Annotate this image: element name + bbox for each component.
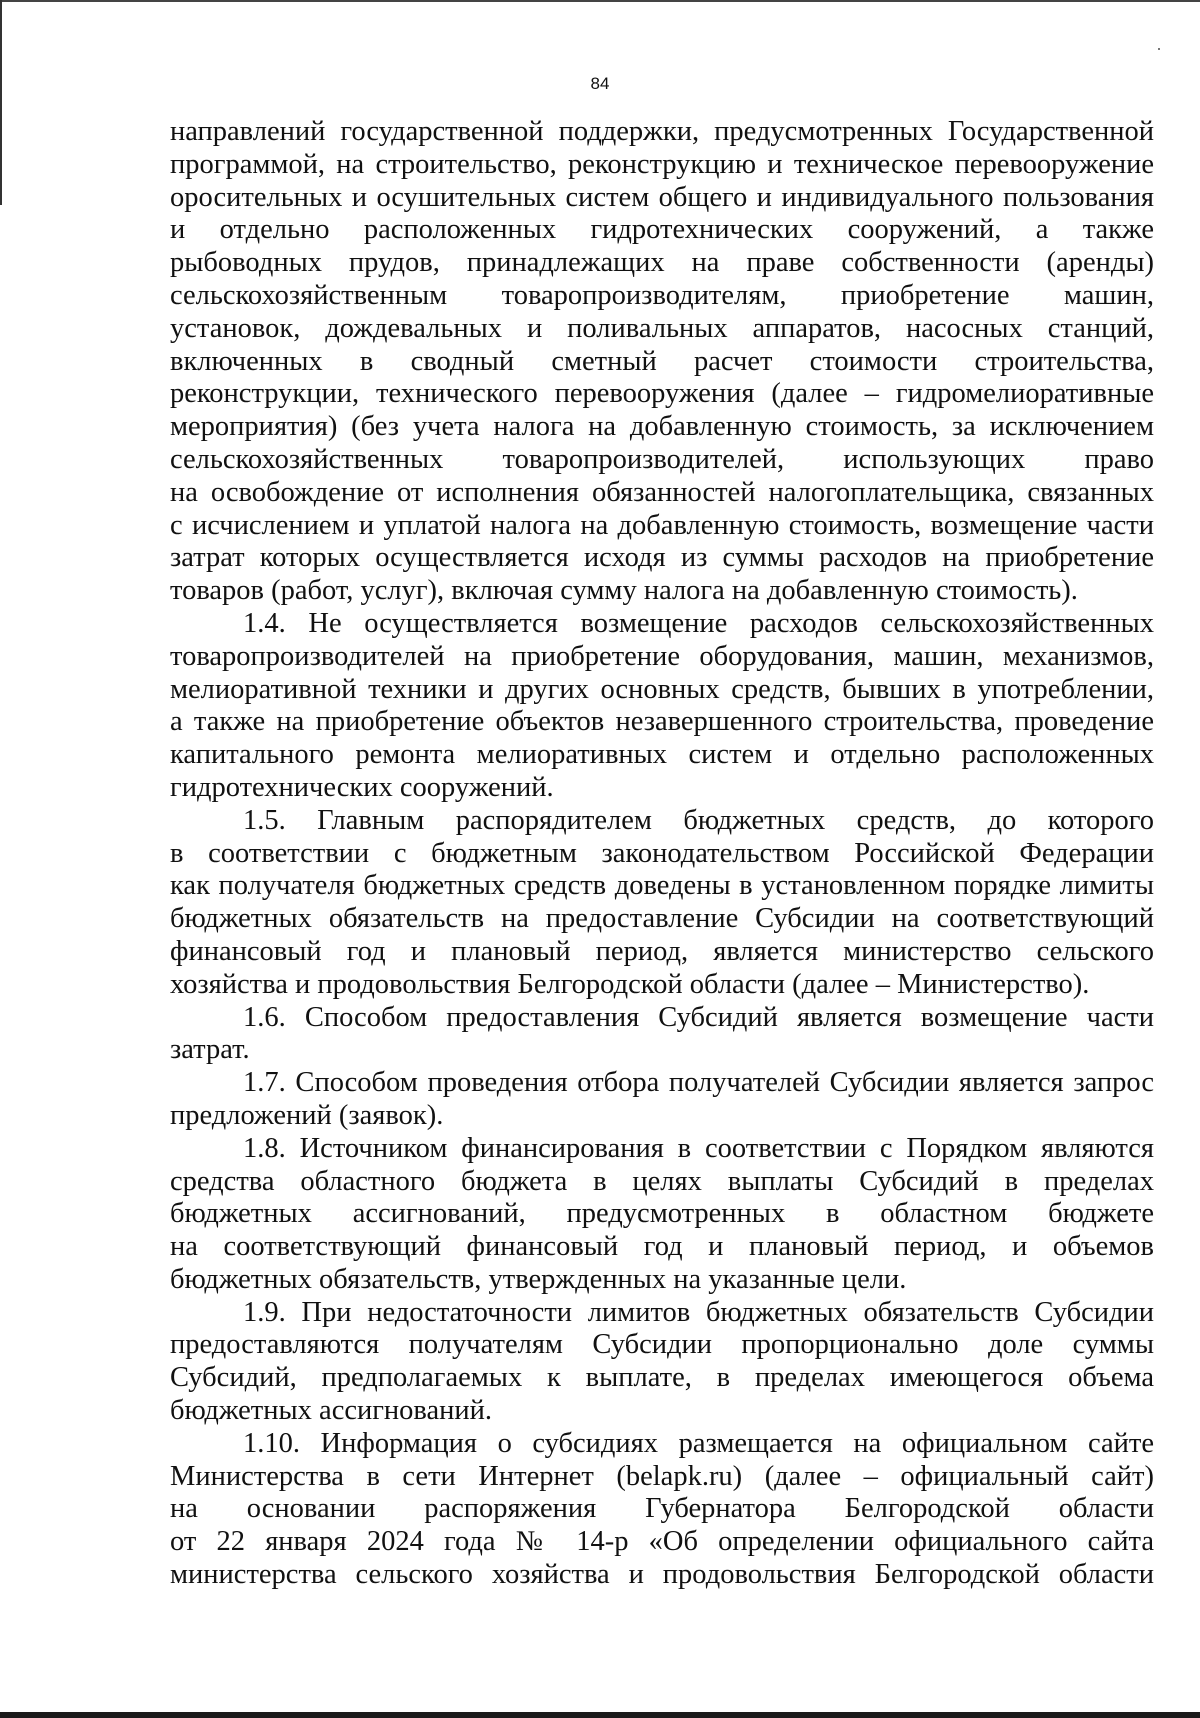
text-line: предоставляются получателям Субсидии пропорционально доле суммы: [170, 1329, 1154, 1361]
text-line: оросительных и осушительных систем общего и индивидуального пользования: [170, 181, 1154, 213]
text-line: министерства сельского хозяйства и продовольствия Белгородской области: [170, 1559, 1154, 1591]
text-line: хозяйства и продовольствия Белгородской области (далее – Министерство).: [170, 968, 1090, 1000]
scan-speck: [1158, 48, 1160, 50]
text-line: 1.6. Способом предоставления Субсидий является возмещение части: [243, 1001, 1154, 1033]
text-line: сельскохозяйственных товаропроизводителей, использующих право: [170, 443, 1154, 475]
text-line: 1.9. При недостаточности лимитов бюджетных обязательств Субсидии: [243, 1296, 1154, 1328]
text-line: программой, на строительство, реконструкцию и техническое перевооружение: [170, 148, 1154, 180]
text-line: в соответствии с бюджетным законодательством Российской Федерации: [170, 837, 1154, 869]
text-line: 1.10. Информация о субсидиях размещается на официальном сайте: [243, 1427, 1154, 1459]
text-line: на основании распоряжения Губернатора Белгородской области: [170, 1493, 1154, 1525]
text-line: бюджетных ассигнований, предусмотренных в областном бюджете: [170, 1198, 1154, 1230]
document-body: [170, 116, 1154, 1592]
text-line: установок, дождевальных и поливальных аппаратов, насосных станций,: [170, 312, 1154, 344]
text-line: бюджетных обязательств на предоставление Субсидии на соответствующий: [170, 903, 1154, 935]
text-line: бюджетных ассигнований.: [170, 1395, 493, 1427]
text-line: направлений государственной поддержки, предусмотренных Государственной: [170, 116, 1154, 147]
text-line: мероприятия) (без учета налога на добавленную стоимость, за исключением: [170, 411, 1154, 443]
text-line: как получателя бюджетных средств доведены в установленном порядке лимиты: [170, 870, 1154, 902]
text-line: капитального ремонта мелиоративных систем и отдельно расположенных: [170, 739, 1154, 771]
text-line: предложений (заявок).: [170, 1099, 444, 1131]
text-line: от 22 января 2024 года № 14-р «Об определении официального сайта: [170, 1526, 1154, 1558]
text-line: с исчислением и уплатой налога на добавленную стоимость, возмещение части: [170, 509, 1154, 541]
text-line: 1.4. Не осуществляется возмещение расходов сельскохозяйственных: [243, 607, 1154, 639]
text-line: на освобождение от исполнения обязанностей налогоплательщика, связанных: [170, 476, 1154, 508]
text-line: средства областного бюджета в целях выплаты Субсидий в пределах: [170, 1165, 1154, 1197]
text-line: затрат которых осуществляется исходя из суммы расходов на приобретение: [170, 542, 1154, 574]
text-line: финансовый год и плановый период, является министерство сельского: [170, 935, 1154, 967]
text-line: а также на приобретение объектов незавершенного строительства, проведение: [170, 706, 1154, 738]
text-line: гидротехнических сооружений.: [170, 771, 554, 803]
text-line: на соответствующий финансовый год и плановый период, и объемов: [170, 1231, 1154, 1263]
text-line: затрат.: [170, 1034, 250, 1066]
text-line: бюджетных обязательств, утвержденных на указанные цели.: [170, 1263, 907, 1295]
text-line: Субсидий, предполагаемых к выплате, в пределах имеющегося объема: [170, 1362, 1154, 1394]
scan-edge-top: [0, 0, 1200, 2]
text-line: включенных в сводный сметный расчет стоимости строительства,: [170, 345, 1154, 377]
scan-edge-left: [0, 0, 2, 205]
text-line: реконструкции, технического перевооружения (далее – гидромелиоративные: [170, 378, 1154, 410]
text-line: товаропроизводителей на приобретение оборудования, машин, механизмов,: [170, 640, 1154, 672]
text-line: и отдельно расположенных гидротехнических сооружений, а также: [170, 214, 1154, 246]
scan-edge-bottom: [0, 1712, 1200, 1718]
text-line: Министерства в сети Интернет (belapk.ru) (далее – официальный сайт): [170, 1460, 1154, 1492]
text-line: рыбоводных прудов, принадлежащих на праве собственности (аренды): [170, 247, 1154, 279]
page-number: 84: [590, 74, 610, 93]
text-line: 1.8. Источником финансирования в соответствии с Порядком являются: [243, 1132, 1154, 1164]
text-line: 1.5. Главным распорядителем бюджетных средств, до которого: [243, 804, 1154, 836]
text-line: сельскохозяйственным товаропроизводителям, приобретение машин,: [170, 279, 1154, 311]
text-line: 1.7. Способом проведения отбора получателей Субсидии является запрос: [243, 1067, 1154, 1099]
text-line: мелиоративной техники и других основных средств, бывших в употреблении,: [170, 673, 1154, 705]
text-line: товаров (работ, услуг), включая сумму налога на добавленную стоимость).: [170, 575, 1078, 607]
